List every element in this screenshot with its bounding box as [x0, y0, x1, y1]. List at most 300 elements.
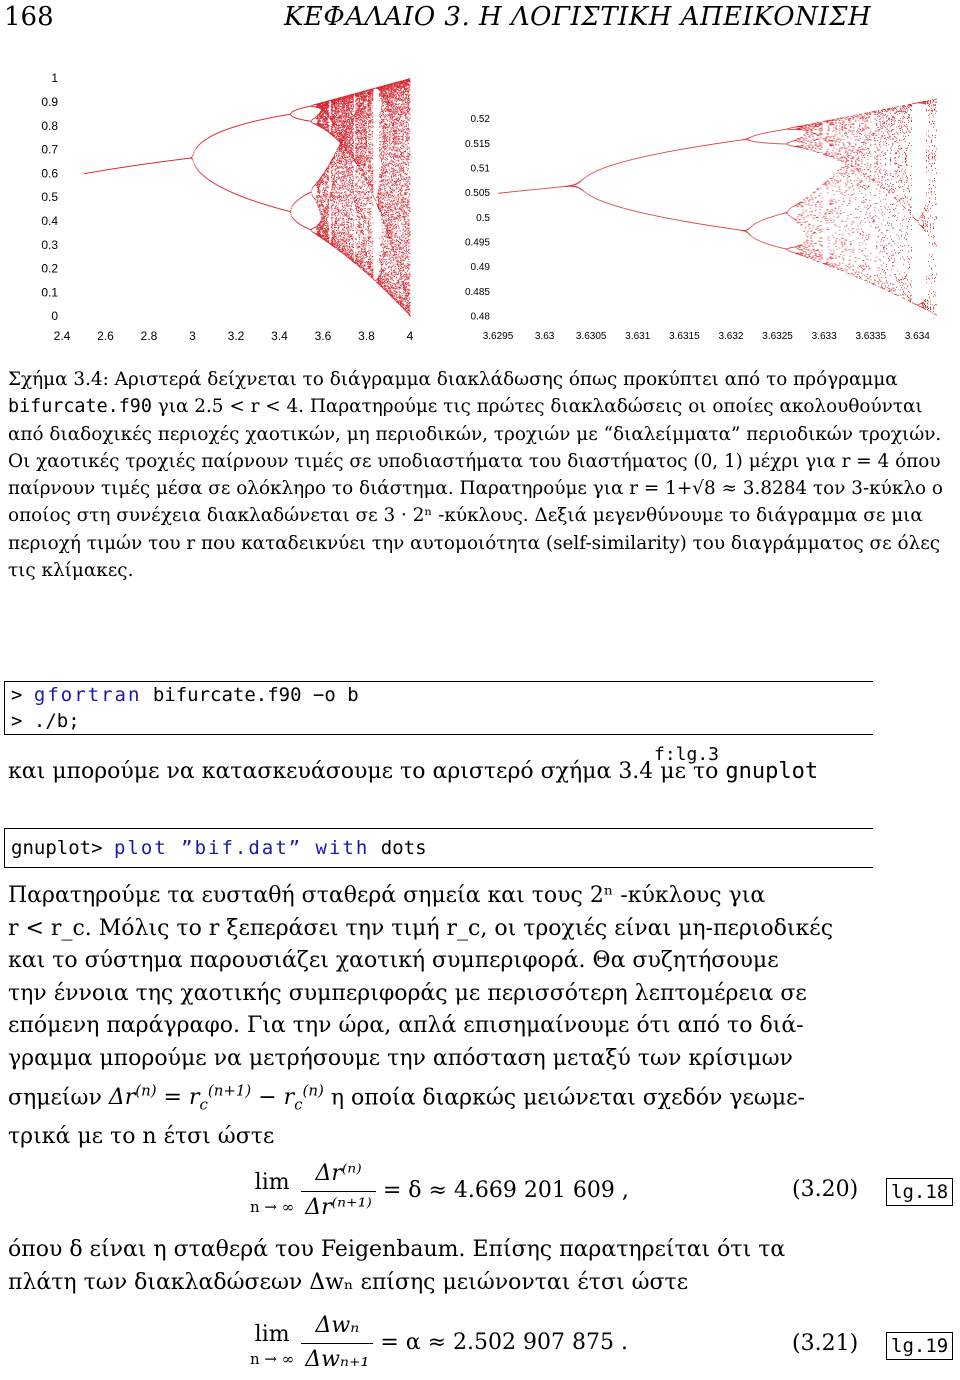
data-point — [353, 189, 354, 190]
data-point — [342, 224, 343, 225]
data-point — [344, 226, 345, 227]
data-point — [342, 205, 343, 206]
data-point — [322, 196, 323, 197]
data-point — [320, 209, 321, 210]
data-point — [335, 127, 336, 128]
data-point — [332, 170, 333, 171]
data-point — [340, 106, 341, 107]
data-point — [320, 211, 321, 212]
data-point — [356, 101, 357, 102]
data-point — [347, 224, 348, 225]
data-point — [345, 104, 346, 105]
data-point — [334, 198, 335, 199]
data-point — [328, 199, 329, 200]
data-point — [349, 135, 350, 136]
data-point — [348, 220, 349, 221]
data-point — [327, 171, 328, 172]
data-point — [344, 152, 345, 153]
data-point — [340, 151, 341, 152]
data-point — [339, 201, 340, 202]
data-point — [336, 227, 337, 228]
data-point — [345, 208, 346, 209]
data-point — [328, 172, 329, 173]
data-point — [337, 215, 338, 216]
data-point — [327, 169, 328, 170]
data-point — [353, 133, 354, 134]
data-point — [322, 190, 323, 191]
data-point — [347, 162, 348, 163]
data-point — [320, 120, 321, 121]
data-point — [347, 195, 348, 196]
data-point — [319, 191, 320, 192]
data-point — [328, 113, 329, 114]
data-point — [352, 166, 353, 167]
data-point — [356, 160, 357, 161]
data-point — [333, 114, 334, 115]
data-point — [348, 184, 349, 185]
data-point — [340, 199, 341, 200]
data-point — [336, 119, 337, 120]
data-point — [347, 206, 348, 207]
data-point — [349, 173, 350, 174]
data-point — [336, 177, 337, 178]
data-point — [342, 187, 343, 188]
data-point — [320, 191, 321, 192]
data-point — [339, 171, 340, 172]
data-point — [344, 230, 345, 231]
data-point — [195, 149, 196, 150]
data-point — [339, 220, 340, 221]
data-point — [355, 125, 356, 126]
data-point — [317, 196, 318, 197]
data-point — [353, 106, 354, 107]
data-point — [326, 194, 327, 195]
y-tick-label: 1 — [51, 71, 58, 86]
data-point — [347, 252, 348, 253]
data-point — [347, 250, 348, 251]
data-point — [320, 190, 321, 191]
data-point — [345, 121, 346, 122]
data-point — [331, 207, 332, 208]
data-point — [349, 120, 350, 121]
data-point — [192, 156, 193, 157]
data-point — [345, 142, 346, 143]
data-point — [353, 148, 354, 149]
data-point — [353, 256, 354, 257]
data-point — [339, 233, 340, 234]
y-tick-label: 0.8 — [41, 118, 58, 133]
data-point — [355, 227, 356, 228]
data-point — [350, 175, 351, 176]
data-point — [332, 173, 333, 174]
data-point — [353, 153, 354, 154]
data-point — [328, 165, 329, 166]
data-point — [339, 192, 340, 193]
data-point — [347, 229, 348, 230]
data-point — [330, 198, 331, 199]
data-point — [343, 130, 344, 131]
data-point — [335, 175, 336, 176]
data-point — [325, 116, 326, 117]
data-point — [338, 175, 339, 176]
data-point — [312, 187, 313, 188]
data-point — [335, 245, 336, 246]
data-point — [348, 175, 349, 176]
data-point — [317, 226, 318, 227]
data-point — [357, 171, 358, 172]
data-point — [340, 211, 341, 212]
data-point — [338, 197, 339, 198]
data-point — [349, 132, 350, 133]
data-point — [333, 175, 334, 176]
data-point — [343, 168, 344, 169]
data-point — [332, 218, 333, 219]
data-point — [315, 117, 316, 118]
data-point — [339, 212, 340, 213]
data-point — [347, 120, 348, 121]
data-point — [355, 198, 356, 199]
data-point — [336, 247, 337, 248]
data-point — [326, 212, 327, 213]
data-point — [332, 208, 333, 209]
data-point — [350, 208, 351, 209]
data-point — [328, 128, 329, 129]
data-point — [333, 205, 334, 206]
data-point — [345, 234, 346, 235]
data-point — [355, 238, 356, 239]
data-point — [320, 206, 321, 207]
data-point — [324, 177, 325, 178]
data-point — [340, 179, 341, 180]
data-point — [326, 127, 327, 128]
data-point — [349, 186, 350, 187]
data-point — [339, 192, 340, 193]
data-point — [340, 243, 341, 244]
data-point — [351, 106, 352, 107]
data-point — [335, 197, 336, 198]
data-point — [357, 232, 358, 233]
data-point — [344, 245, 345, 246]
data-point — [342, 172, 343, 173]
data-point — [336, 217, 337, 218]
data-point — [354, 195, 355, 196]
data-point — [351, 165, 352, 166]
data-point — [291, 214, 292, 215]
data-point — [345, 134, 346, 135]
data-point — [344, 139, 345, 140]
data-point — [339, 243, 340, 244]
data-point — [332, 228, 333, 229]
data-point — [347, 216, 348, 217]
data-point — [342, 123, 343, 124]
data-point — [348, 234, 349, 235]
data-point — [339, 177, 340, 178]
data-point — [349, 179, 350, 180]
data-point — [346, 143, 347, 144]
data-point — [355, 188, 356, 189]
data-point — [336, 151, 337, 152]
data-point — [339, 215, 340, 216]
data-point — [356, 116, 357, 117]
data-point — [349, 228, 350, 229]
data-point — [322, 220, 323, 221]
data-point — [347, 166, 348, 167]
data-point — [350, 251, 351, 252]
data-point — [342, 200, 343, 201]
data-point — [335, 216, 336, 217]
data-point — [338, 138, 339, 139]
data-point — [328, 225, 329, 226]
data-point — [344, 173, 345, 174]
data-point — [344, 196, 345, 197]
data-point — [344, 232, 345, 233]
data-point — [345, 135, 346, 136]
bifurcation-chart-left — [0, 62, 440, 352]
data-point — [333, 107, 334, 108]
data-point — [318, 207, 319, 208]
data-point — [339, 220, 340, 221]
data-point — [336, 236, 337, 237]
data-point — [343, 222, 344, 223]
data-point — [344, 222, 345, 223]
x-tick-label: 3.8 — [358, 329, 375, 343]
data-point — [350, 234, 351, 235]
data-point — [335, 154, 336, 155]
data-point — [333, 133, 334, 134]
data-point — [351, 110, 352, 111]
data-point — [352, 185, 353, 186]
data-point — [353, 192, 354, 193]
x-tick-label: 2.8 — [140, 329, 158, 343]
data-point — [353, 104, 354, 105]
data-point — [342, 116, 343, 117]
data-point — [340, 224, 341, 225]
data-point — [349, 252, 350, 253]
data-point — [326, 193, 327, 194]
data-point — [336, 134, 337, 135]
data-point — [331, 227, 332, 228]
data-point — [334, 118, 335, 119]
data-point — [350, 179, 351, 180]
y-tick-label: 0.4 — [41, 214, 58, 228]
data-point — [350, 158, 351, 159]
data-point — [335, 210, 336, 211]
data-point — [348, 156, 349, 157]
data-point — [344, 220, 345, 221]
data-point — [328, 187, 329, 188]
data-point — [337, 198, 338, 199]
data-point — [344, 104, 345, 105]
data-point — [331, 177, 332, 178]
data-point — [324, 174, 325, 175]
data-point — [351, 118, 352, 119]
data-point — [352, 185, 353, 186]
data-point — [350, 191, 351, 192]
data-point — [322, 116, 323, 117]
data-point — [346, 108, 347, 109]
data-point — [327, 234, 328, 235]
data-point — [336, 179, 337, 180]
data-point — [347, 247, 348, 248]
data-point — [321, 200, 322, 201]
data-point — [339, 188, 340, 189]
data-point — [346, 161, 347, 162]
data-point — [344, 249, 345, 250]
data-point — [328, 102, 329, 103]
y-tick-label: 0.1 — [41, 285, 58, 300]
data-point — [348, 135, 349, 136]
data-point — [349, 103, 350, 104]
data-point — [328, 237, 329, 238]
data-point — [326, 219, 327, 220]
data-point — [357, 260, 358, 261]
data-point — [349, 149, 350, 150]
data-point — [322, 112, 323, 113]
data-point — [334, 115, 335, 116]
data-point — [339, 111, 340, 112]
data-point — [338, 230, 339, 231]
data-point — [340, 178, 341, 179]
data-point — [331, 126, 332, 127]
data-point — [344, 177, 345, 178]
data-point — [323, 209, 324, 210]
data-point — [336, 105, 337, 106]
data-point — [327, 103, 328, 104]
data-point — [335, 207, 336, 208]
data-point — [335, 187, 336, 188]
data-point — [357, 122, 358, 123]
data-point — [339, 236, 340, 237]
data-point — [346, 233, 347, 234]
data-point — [325, 208, 326, 209]
data-point — [328, 170, 329, 171]
x-tick-label: 2.6 — [97, 329, 114, 343]
data-point — [328, 216, 329, 217]
data-point — [334, 183, 335, 184]
data-point — [355, 100, 356, 101]
data-point — [357, 183, 358, 184]
data-point — [350, 143, 351, 144]
data-point — [318, 205, 319, 206]
data-point — [347, 197, 348, 198]
data-point — [344, 178, 345, 179]
data-point — [355, 110, 356, 111]
data-point — [322, 204, 323, 205]
data-point — [194, 164, 195, 165]
data-point — [319, 193, 320, 194]
data-point — [340, 199, 341, 200]
data-point — [332, 111, 333, 112]
data-point — [323, 206, 324, 207]
data-point — [339, 235, 340, 236]
data-point — [341, 210, 342, 211]
data-point — [327, 182, 328, 183]
data-point — [353, 135, 354, 136]
data-point — [196, 168, 197, 169]
data-point — [327, 187, 328, 188]
data-point — [350, 133, 351, 134]
data-point — [342, 115, 343, 116]
data-point — [339, 239, 340, 240]
data-point — [335, 206, 336, 207]
data-point — [344, 248, 345, 249]
data-point — [343, 109, 344, 110]
data-point — [335, 136, 336, 137]
data-point — [356, 184, 357, 185]
data-point — [352, 215, 353, 216]
data-point — [346, 169, 347, 170]
data-point — [352, 172, 353, 173]
data-point — [342, 107, 343, 108]
data-point — [350, 183, 351, 184]
data-point — [348, 239, 349, 240]
data-point — [348, 98, 349, 99]
data-point — [352, 219, 353, 220]
data-point — [334, 199, 335, 200]
data-point — [349, 156, 350, 157]
data-point — [340, 188, 341, 189]
data-point — [356, 255, 357, 256]
data-point — [328, 238, 329, 239]
data-point — [349, 113, 350, 114]
data-point — [339, 119, 340, 120]
data-point — [334, 189, 335, 190]
data-point — [336, 230, 337, 231]
data-point — [317, 205, 318, 206]
data-point — [344, 155, 345, 156]
data-point — [339, 241, 340, 242]
data-point — [344, 149, 345, 150]
data-point — [291, 208, 292, 209]
data-point — [344, 171, 345, 172]
data-point — [335, 134, 336, 135]
data-point — [353, 132, 354, 133]
data-point — [351, 152, 352, 153]
data-point — [351, 134, 352, 135]
data-point — [325, 176, 326, 177]
data-point — [320, 212, 321, 213]
data-point — [350, 239, 351, 240]
data-point — [344, 237, 345, 238]
data-point — [355, 170, 356, 171]
data-point — [345, 111, 346, 112]
data-point — [345, 158, 346, 159]
data-point — [350, 127, 351, 128]
data-point — [340, 249, 341, 250]
data-point — [346, 199, 347, 200]
data-point — [349, 141, 350, 142]
data-point — [342, 212, 343, 213]
data-point — [311, 192, 312, 193]
data-point — [353, 150, 354, 151]
data-point — [336, 243, 337, 244]
data-point — [349, 126, 350, 127]
data-point — [352, 114, 353, 115]
data-point — [345, 251, 346, 252]
data-point — [353, 194, 354, 195]
data-point — [342, 229, 343, 230]
data-point — [322, 201, 323, 202]
data-point — [350, 209, 351, 210]
data-point — [336, 173, 337, 174]
data-point — [326, 175, 327, 176]
data-point — [352, 250, 353, 251]
data-point — [345, 233, 346, 234]
data-point — [336, 219, 337, 220]
data-point — [352, 126, 353, 127]
data-point — [356, 195, 357, 196]
data-point — [339, 125, 340, 126]
